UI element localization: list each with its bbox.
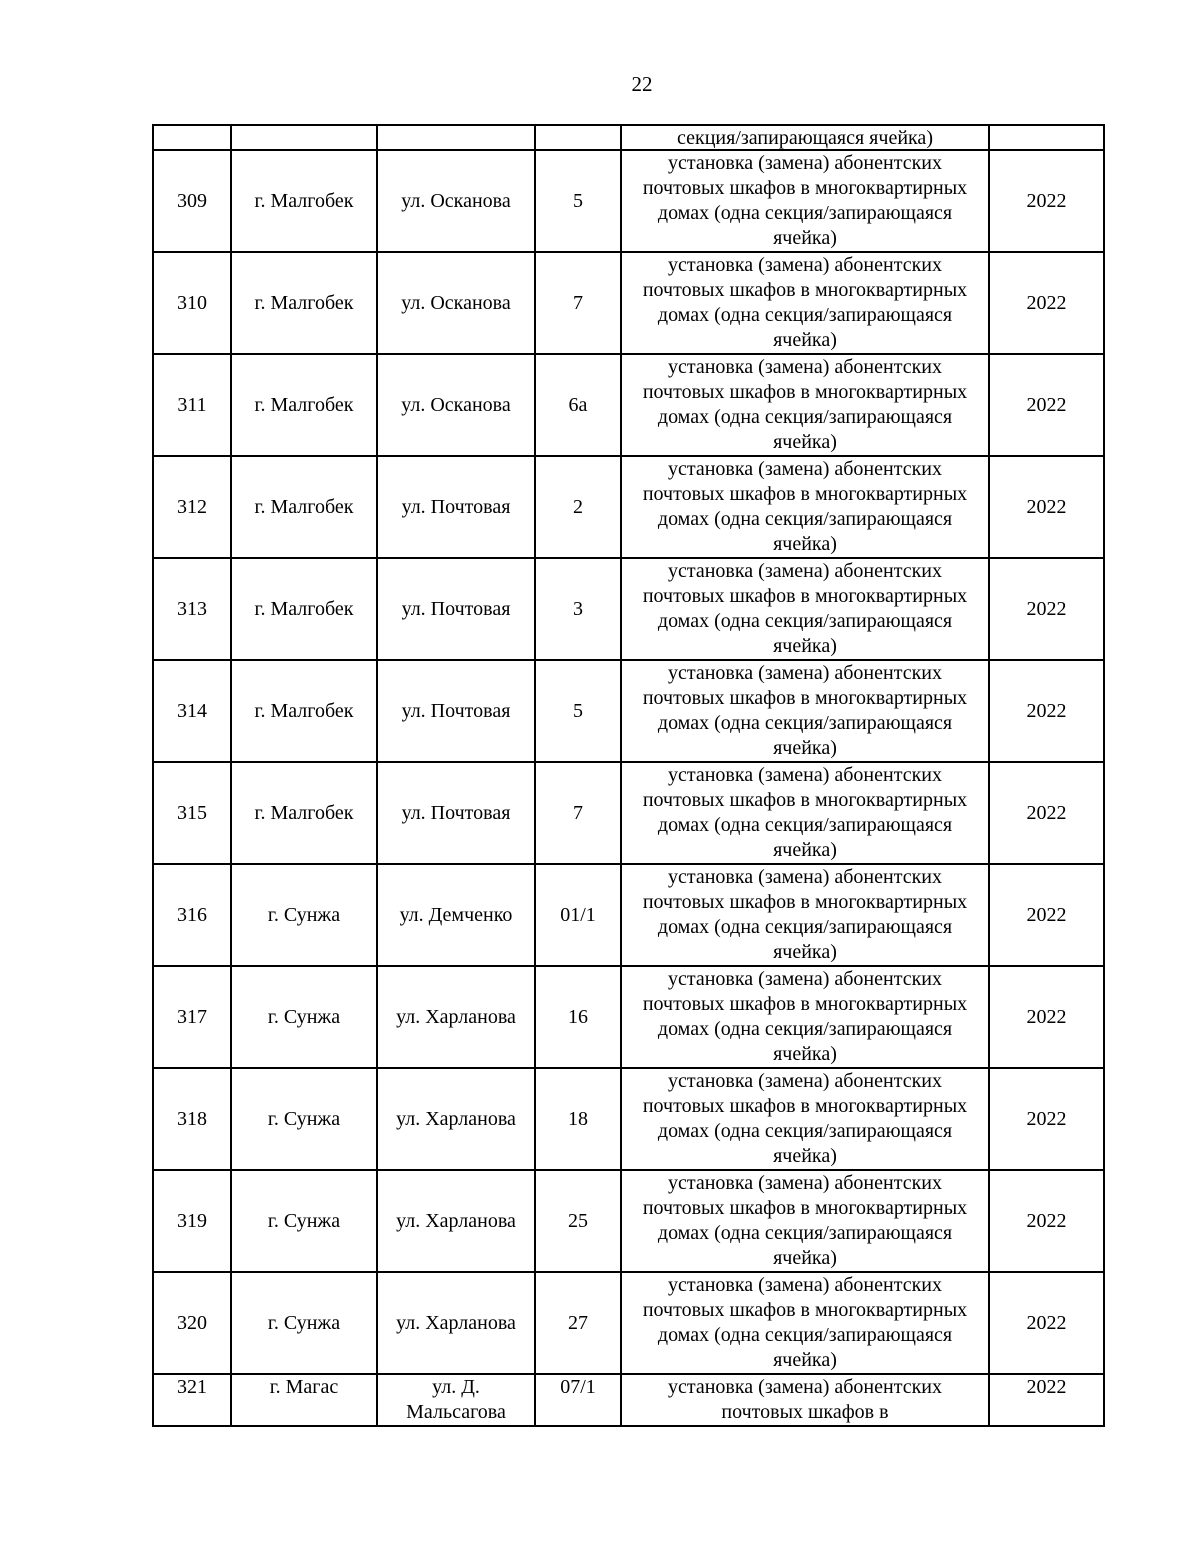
cell-work: установка (замена) абонентских почтовых шкафов в многоквартирных домах (одна секция/запирающаяся ячейка) <box>621 762 989 864</box>
cell-house: 6а <box>535 354 621 456</box>
cell-work: установка (замена) абонентских почтовых шкафов в многоквартирных домах (одна секция/запирающаяся ячейка) <box>621 354 989 456</box>
cell-street: ул. Осканова <box>377 252 535 354</box>
cell-work: установка (замена) абонентских почтовых шкафов в <box>621 1374 989 1426</box>
cell-work: установка (замена) абонентских почтовых шкафов в многоквартирных домах (одна секция/запирающаяся ячейка) <box>621 1068 989 1170</box>
cell-year: 2022 <box>989 864 1104 966</box>
cell-num: 320 <box>153 1272 231 1374</box>
cell-work: секция/запирающаяся ячейка) <box>621 125 989 150</box>
cell-work: установка (замена) абонентских почтовых шкафов в многоквартирных домах (одна секция/запирающаяся ячейка) <box>621 252 989 354</box>
cell-city: г. Малгобек <box>231 762 377 864</box>
cell-street: ул. Харланова <box>377 1272 535 1374</box>
cell-city: г. Малгобек <box>231 660 377 762</box>
cell-street: ул. Харланова <box>377 966 535 1068</box>
cell-work: установка (замена) абонентских почтовых шкафов в многоквартирных домах (одна секция/запирающаяся ячейка) <box>621 1170 989 1272</box>
cell-city: г. Малгобек <box>231 150 377 252</box>
cell-city: г. Малгобек <box>231 252 377 354</box>
table-row <box>153 1374 1104 1426</box>
cell-year: 2022 <box>989 966 1104 1068</box>
cell-house: 5 <box>535 660 621 762</box>
continuation-row <box>153 125 1104 150</box>
cell-year: 2022 <box>989 150 1104 252</box>
table-row <box>153 252 1104 354</box>
cell-house: 7 <box>535 252 621 354</box>
cell-year: 2022 <box>989 660 1104 762</box>
table-row <box>153 354 1104 456</box>
cell-num: 318 <box>153 1068 231 1170</box>
cell-city: г. Малгобек <box>231 354 377 456</box>
cell-year: 2022 <box>989 1068 1104 1170</box>
table-row <box>153 762 1104 864</box>
cell-street: ул. Д. Мальсагова <box>377 1374 535 1426</box>
cell-city: г. Сунжа <box>231 864 377 966</box>
cell-city: г. Малгобек <box>231 558 377 660</box>
cell-num: 316 <box>153 864 231 966</box>
cell-city: г. Сунжа <box>231 1068 377 1170</box>
cell-street <box>377 125 535 150</box>
cell-house: 25 <box>535 1170 621 1272</box>
cell-street: ул. Харланова <box>377 1170 535 1272</box>
cell-work: установка (замена) абонентских почтовых шкафов в многоквартирных домах (одна секция/запирающаяся ячейка) <box>621 864 989 966</box>
table-row <box>153 456 1104 558</box>
table-row <box>153 966 1104 1068</box>
cell-num <box>153 125 231 150</box>
cell-house: 7 <box>535 762 621 864</box>
cell-num: 314 <box>153 660 231 762</box>
cell-num: 310 <box>153 252 231 354</box>
cell-work: установка (замена) абонентских почтовых шкафов в многоквартирных домах (одна секция/запирающаяся ячейка) <box>621 456 989 558</box>
cell-year: 2022 <box>989 354 1104 456</box>
cell-year: 2022 <box>989 252 1104 354</box>
cell-house: 01/1 <box>535 864 621 966</box>
page-number: 22 <box>631 72 653 96</box>
cell-city: г. Малгобек <box>231 456 377 558</box>
cell-house: 3 <box>535 558 621 660</box>
table-row <box>153 864 1104 966</box>
cell-work: установка (замена) абонентских почтовых шкафов в многоквартирных домах (одна секция/запирающаяся ячейка) <box>621 558 989 660</box>
cell-year: 2022 <box>989 456 1104 558</box>
cell-work: установка (замена) абонентских почтовых шкафов в многоквартирных домах (одна секция/запирающаяся ячейка) <box>621 966 989 1068</box>
cell-year: 2022 <box>989 1374 1104 1426</box>
cell-city: г. Сунжа <box>231 966 377 1068</box>
cell-street: ул. Осканова <box>377 354 535 456</box>
cell-house: 2 <box>535 456 621 558</box>
cell-num: 317 <box>153 966 231 1068</box>
cell-num: 312 <box>153 456 231 558</box>
cell-city <box>231 125 377 150</box>
cell-num: 319 <box>153 1170 231 1272</box>
table-row <box>153 1068 1104 1170</box>
cell-street: ул. Почтовая <box>377 558 535 660</box>
cell-house: 16 <box>535 966 621 1068</box>
cell-house: 18 <box>535 1068 621 1170</box>
cell-city: г. Сунжа <box>231 1272 377 1374</box>
cell-work: установка (замена) абонентских почтовых шкафов в многоквартирных домах (одна секция/запирающаяся ячейка) <box>621 660 989 762</box>
cell-year: 2022 <box>989 558 1104 660</box>
cell-work: установка (замена) абонентских почтовых шкафов в многоквартирных домах (одна секция/запирающаяся ячейка) <box>621 1272 989 1374</box>
cell-city: г. Сунжа <box>231 1170 377 1272</box>
cell-work: установка (замена) абонентских почтовых шкафов в многоквартирных домах (одна секция/запирающаяся ячейка) <box>621 150 989 252</box>
cell-num: 321 <box>153 1374 231 1426</box>
cell-num: 315 <box>153 762 231 864</box>
cell-street: ул. Демченко <box>377 864 535 966</box>
table-row <box>153 1170 1104 1272</box>
cell-num: 313 <box>153 558 231 660</box>
cell-num: 311 <box>153 354 231 456</box>
cell-street: ул. Почтовая <box>377 762 535 864</box>
cell-year: 2022 <box>989 1272 1104 1374</box>
cell-street: ул. Харланова <box>377 1068 535 1170</box>
cell-house: 07/1 <box>535 1374 621 1426</box>
cell-year: 2022 <box>989 762 1104 864</box>
table-row <box>153 150 1104 252</box>
cell-house: 5 <box>535 150 621 252</box>
cell-street: ул. Осканова <box>377 150 535 252</box>
table-row <box>153 1272 1104 1374</box>
cell-city: г. Магас <box>231 1374 377 1426</box>
table-row <box>153 660 1104 762</box>
cell-house: 27 <box>535 1272 621 1374</box>
cell-street: ул. Почтовая <box>377 660 535 762</box>
data-table <box>152 124 1105 1427</box>
cell-year <box>989 125 1104 150</box>
table-row <box>153 558 1104 660</box>
cell-house <box>535 125 621 150</box>
cell-num: 309 <box>153 150 231 252</box>
cell-street: ул. Почтовая <box>377 456 535 558</box>
cell-year: 2022 <box>989 1170 1104 1272</box>
